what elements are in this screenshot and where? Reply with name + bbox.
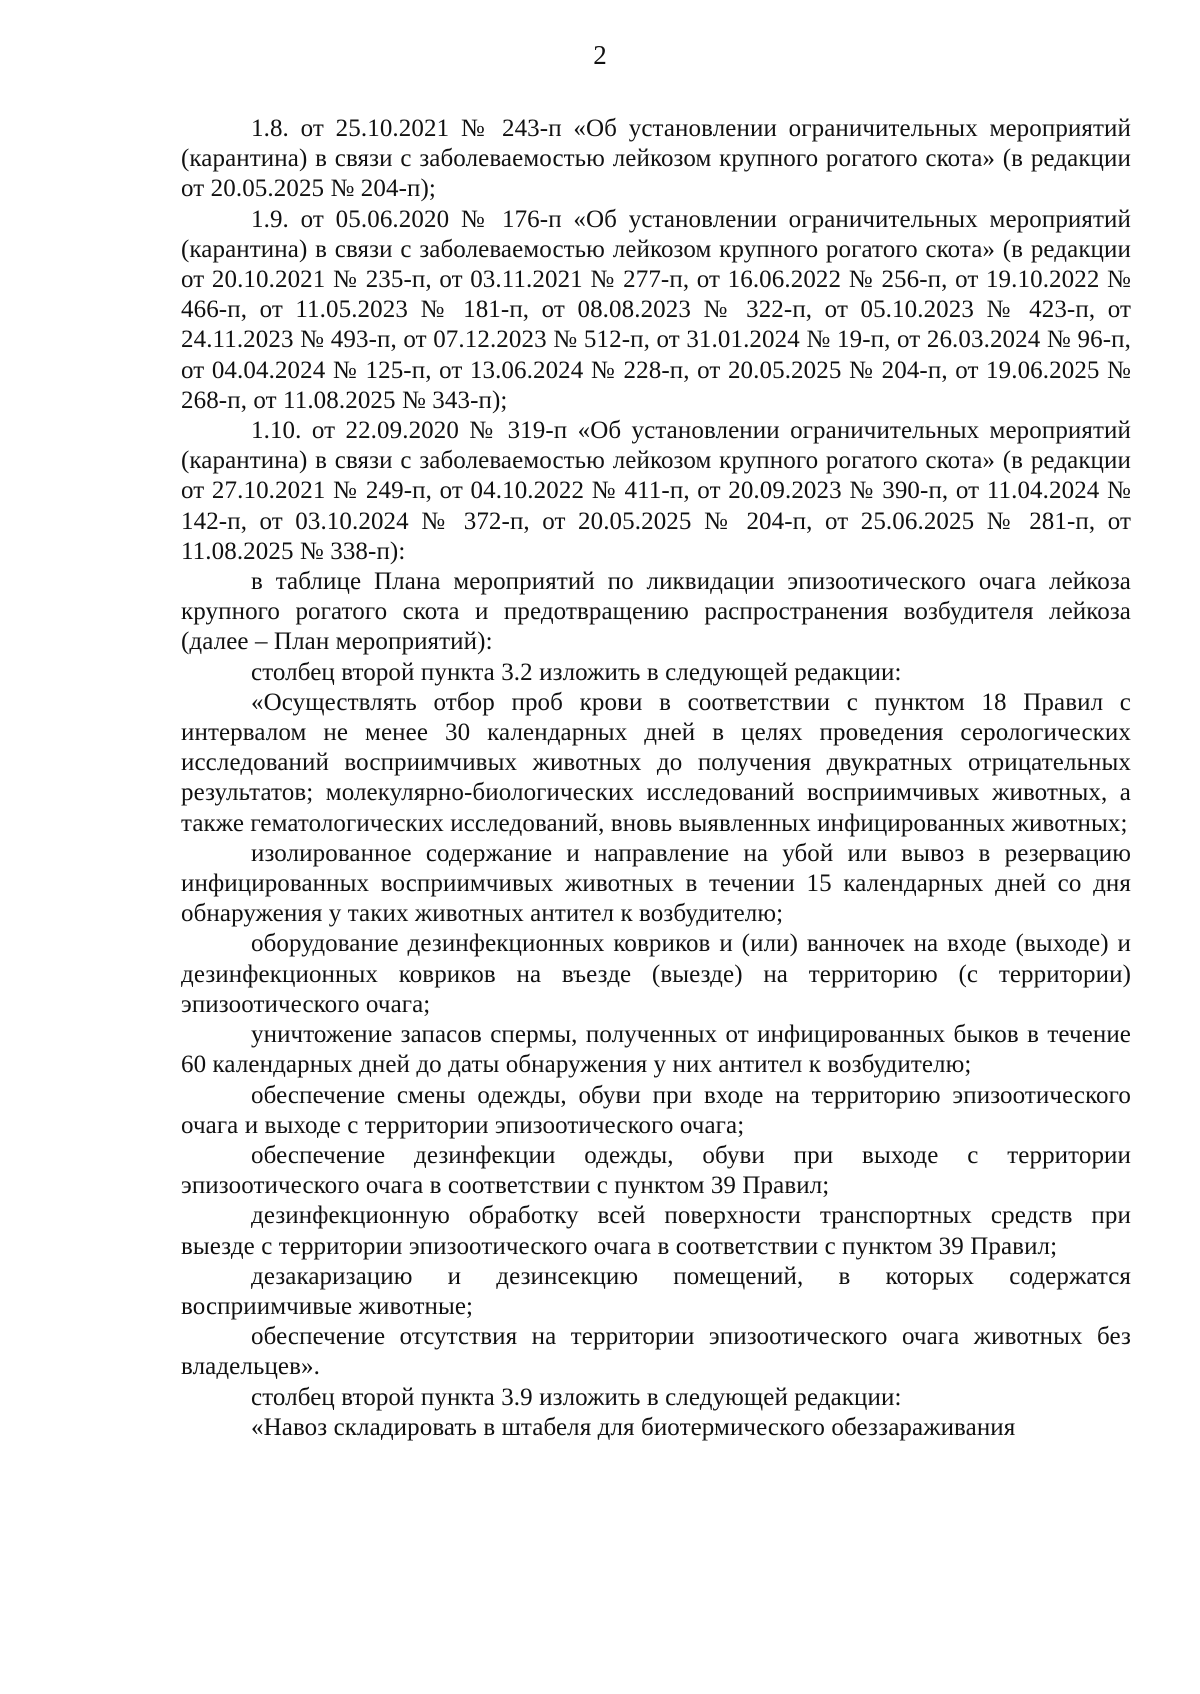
paragraph-clothing-disinfection: обеспечение дезинфекции одежды, обуви при выходе с территории эпизоотического очага в соответствии с пунктом 39 Правил; [181,1141,1131,1200]
paragraph-1-10: 1.10. от 22.09.2020 № 319-п «Об установлении ограничительных мероприятий (карантина) в связи с заболеваемостью лейкозом крупного рогатого скота» (в редакции от 27.10.2021 № 249-п, от 04.10.2022 № 411-п, от 20.09.2023 № 390-п, от 11.04.2024 № 142-п, от 03.10.2024 № 372-п, от 20.05.2025 № 204-п, от 25.06.2025 № 281-п, от 11.08.2025 № 338-п): [181,417,1131,565]
paragraph-clothing-change: обеспечение смены одежды, обуви при входе на территорию эпизоотического очага и выходе с территории эпизоотического очага; [181,1081,1131,1139]
paragraph-item-3-9-heading: столбец второй пункта 3.9 изложить в следующей редакции: [251,1383,902,1411]
paragraph-vehicle-disinfection: дезинфекционную обработку всей поверхности транспортных средств при выезде с территории эпизоотического очага в соответствии с пунктом 39 Правил; [181,1202,1131,1260]
paragraph-disinfection-mats: оборудование дезинфекционных ковриков и (или) ванночек на входе (выходе) и дезинфекционных ковриков на въезде (выезде) на территорию (с территории) эпизоотического очага; [181,930,1131,1018]
document-body [181,114,1131,1443]
paragraph-manure: «Навоз складировать в штабеля для биотермического обеззараживания [251,1413,1016,1441]
paragraph-1-9: 1.9. от 05.06.2020 № 176-п «Об установлении ограничительных мероприятий (карантина) в связи с заболеваемостью лейкозом крупного рогатого скота» (в редакции от 20.10.2021 № 235-п, от 03.11.2021 № 277-п, от 16.06.2022 № 256-п, от 19.10.2022 № 466-п, от 11.05.2023 № 181-п, от 08.08.2023 № 322-п, от 05.10.2023 № 423-п, от 24.11.2023 № 493-п, от 07.12.2023 № 512-п, от 31.01.2024 № 19-п, от 26.03.2024 № 96-п, от 04.04.2024 № 125-п, от 13.06.2024 № 228-п, от 20.05.2025 № 204-п, от 19.06.2025 № 268-п, от 11.08.2025 № 343-п); [181,205,1131,414]
paragraph-stray-animals: обеспечение отсутствия на территории эпизоотического очага животных без владельцев». [181,1323,1131,1381]
paragraph-item-3-2-heading: столбец второй пункта 3.2 изложить в следующей редакции: [251,658,902,686]
paragraph-acaricide-insecticide: дезакаризацию и дезинсекцию помещений, в которых содержатся восприимчивые животные; [181,1262,1131,1320]
paragraph-plan-intro: в таблице Плана мероприятий по ликвидации эпизоотического очага лейкоза крупного рогатого скота и предотвращению распространения возбудителя лейкоза (далее – План мероприятий): [181,568,1131,656]
page-number: 2 [593,40,607,70]
paragraph-blood-sampling: «Осуществлять отбор проб крови в соответствии с пунктом 18 Правил с интервалом не менее 30 календарных дней в целях проведения серологических исследований восприимчивых животных до получения двукратных отрицательных результатов; молекулярно-биологических исследований восприимчивых животных, а также гематологических исследований, вновь выявленных инфицированных животных; [181,688,1131,837]
paragraph-isolation: изолированное содержание и направление на убой или вывоз в резервацию инфицированных восприимчивых животных в течении 15 календарных дней со дня обнаружения у таких животных антител к возбудителю; [181,839,1131,928]
paragraph-1-8: 1.8. от 25.10.2021 № 243-п «Об установлении ограничительных мероприятий (карантина) в связи с заболеваемостью лейкозом крупного рогатого скота» (в редакции от 20.05.2025 № 204-п); [181,115,1131,203]
paragraph-semen-destruction: уничтожение запасов спермы, полученных от инфицированных быков в течение 60 календарных дней до даты обнаружения у них антител к возбудителю; [181,1021,1131,1079]
